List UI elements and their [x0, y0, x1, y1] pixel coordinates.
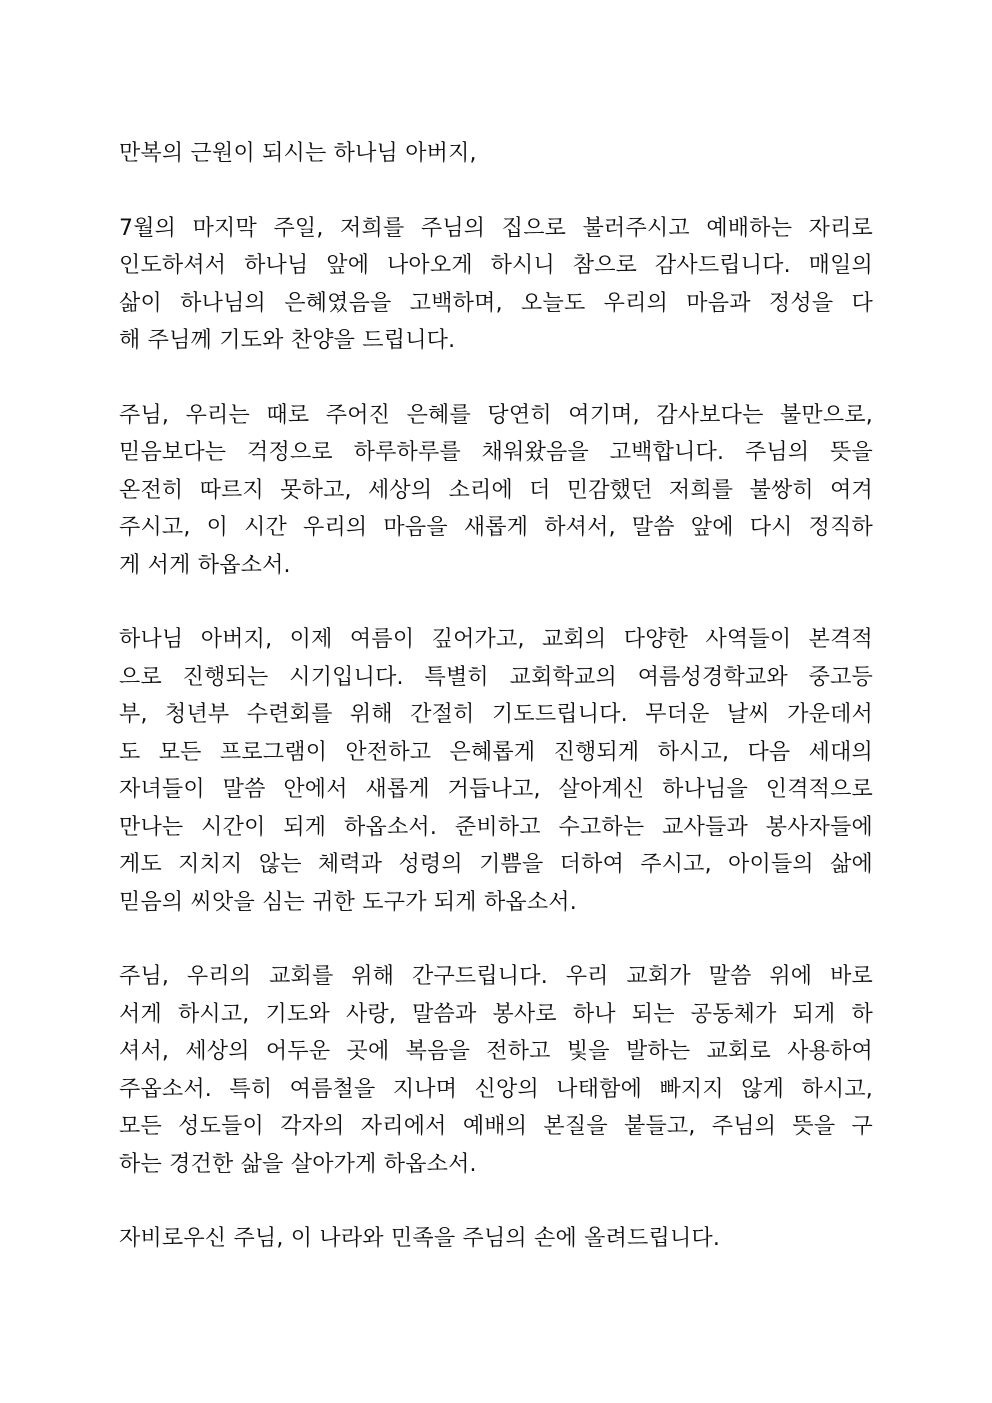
paragraph-summer-ministry	[119, 621, 873, 921]
text-line: 게 서게 하옵소서.	[119, 552, 291, 578]
text-line: 하는 경건한 삶을 살아가게 하옵소서.	[119, 1151, 477, 1177]
text-line: 온전히 따르지 못하고, 세상의 소리에 더 민감했던 저희를 불쌍히 여겨	[119, 477, 873, 503]
text-line: 주옵소서. 특히 여름철을 지나며 신앙의 나태함에 빠지지 않게 하시고,	[119, 1076, 873, 1102]
text-line: 7월의 마지막 주일, 저희를 주님의 집으로 불러주시고 예배하는 자리로	[119, 215, 873, 241]
paragraph-confession	[119, 397, 873, 585]
text-line: 도 모든 프로그램이 안전하고 은혜롭게 진행되게 하시고, 다음 세대의	[119, 739, 873, 765]
text-line: 게도 지치지 않는 체력과 성령의 기쁨을 더하여 주시고, 아이들의 삶에	[119, 852, 873, 877]
paragraph-nation	[119, 1220, 873, 1258]
text-line: 하나님 아버지, 이제 여름이 깊어가고, 교회의 다양한 사역들이 본격적	[119, 627, 873, 652]
paragraph-greeting	[119, 135, 873, 173]
text-line: 자비로우신 주님, 이 나라와 민족을 주님의 손에 올려드립니다.	[119, 1226, 721, 1251]
paragraph-church	[119, 958, 873, 1183]
text-line: 만복의 근원이 되시는 하나님 아버지,	[119, 141, 477, 166]
text-line: 모든 성도들이 각자의 자리에서 예배의 본질을 붙들고, 주님의 뜻을 구	[119, 1114, 873, 1139]
paragraph-thanksgiving	[119, 210, 873, 360]
text-line: 서게 하시고, 기도와 사랑, 말씀과 봉사로 하나 되는 공동체가 되게 하	[119, 1001, 873, 1027]
text-line: 주님, 우리의 교회를 위해 간구드립니다. 우리 교회가 말씀 위에 바로	[119, 964, 873, 989]
text-line: 삶이 하나님의 은혜였음을 고백하며, 오늘도 우리의 마음과 정성을 다	[119, 290, 873, 316]
text-line: 해 주님께 기도와 찬양을 드립니다.	[119, 328, 456, 353]
text-line: 셔서, 세상의 어두운 곳에 복음을 전하고 빛을 발하는 교회로 사용하여	[119, 1039, 873, 1064]
text-line: 주시고, 이 시간 우리의 마음을 새롭게 하셔서, 말씀 앞에 다시 정직하	[119, 515, 873, 540]
text-line: 믿음의 씨앗을 심는 귀한 도구가 되게 하옵소서.	[119, 889, 577, 915]
text-line: 주님, 우리는 때로 주어진 은혜를 당연히 여기며, 감사보다는 불만으로,	[119, 402, 873, 428]
text-line: 인도하셔서 하나님 앞에 나아오게 하시니 참으로 감사드립니다. 매일의	[119, 253, 873, 278]
document-page	[119, 135, 873, 1295]
text-line: 만나는 시간이 되게 하옵소서. 준비하고 수고하는 교사들과 봉사자들에	[119, 814, 873, 840]
text-line: 믿음보다는 걱정으로 하루하루를 채워왔음을 고백합니다. 주님의 뜻을	[119, 440, 873, 465]
text-line: 부, 청년부 수련회를 위해 간절히 기도드립니다. 무더운 날씨 가운데서	[119, 702, 873, 727]
text-line: 자녀들이 말씀 안에서 새롭게 거듭나고, 살아계신 하나님을 인격적으로	[119, 777, 873, 802]
text-line: 으로 진행되는 시기입니다. 특별히 교회학교의 여름성경학교와 중고등	[119, 664, 873, 690]
